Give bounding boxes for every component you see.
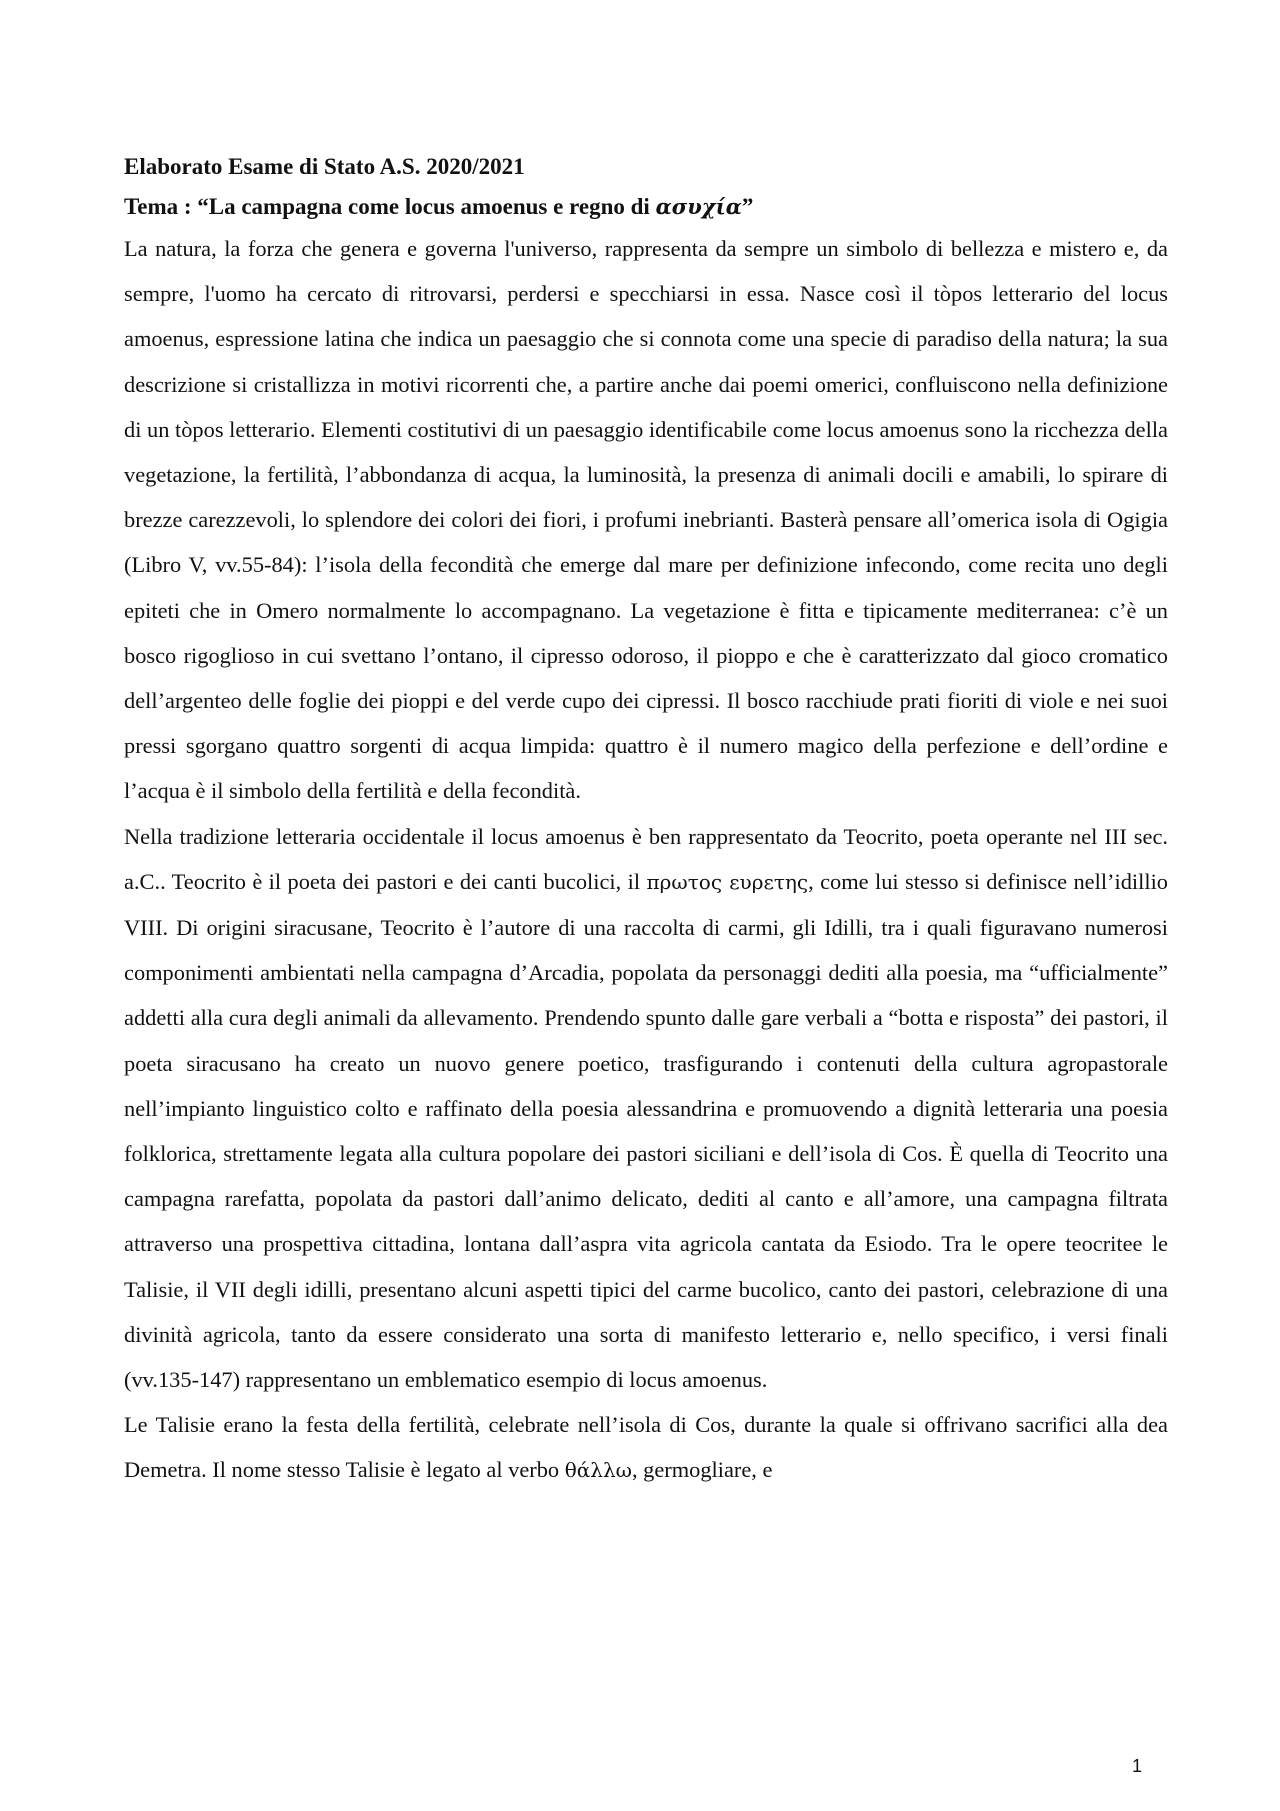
paragraph-teocrito [124, 814, 1168, 1403]
document-body [124, 150, 1168, 1494]
theme-greek-word: ασυχία [655, 194, 742, 219]
page-number: 1 [1132, 1756, 1143, 1776]
paragraph-locus-amoenus: La natura, la forza che genera e governa l'universo, rappresenta da sempre un simbolo di bellezza e mistero e, da sempre, l'uomo ha cercato di ritrovarsi, perdersi e specchiarsi in essa. Nasce così il tòpos letterario del locus amoenus, espressione latina che indica un paesaggio che si connota come una specie di paradiso della natura; la sua descrizione si cristallizza in motivi ricorrenti che, a partire anche dai poemi omerici, confluiscono nella definizione di un tòpos letterario. Elementi costitutivi di un paesaggio identificabile come locus amoenus sono la ricchezza della vegetazione, la fertilità, l’abbondanza di acqua, la luminosità, la presenza di animali docili e amabili, lo spirare di brezze carezzevoli, lo splendore dei colori dei fiori, i profumi inebrianti. Basterà pensare all’omerica isola di Ogigia (Libro V, vv.55-84): l’isola della fecondità che emerge dal mare per definizione infecondo, come recita uno degli epiteti che in Omero normalmente lo accompagnano. La vegetazione è fitta e tipicamente mediterranea: c’è un bosco rigoglioso in cui svettano l’ontano, il cipresso odoroso, il pioppo e che è caratterizzato dal gioco cromatico dell’argenteo delle foglie dei pioppi e del verde cupo dei cipressi. Il bosco racchiude prati fioriti di viole e nei suoi pressi sgorgano quattro sorgenti di acqua limpida: quattro è il numero magico della perfezione e dell’ordine e l’acqua è il simbolo della fertilità e della fecondità. [124, 236, 1168, 804]
paragraph-teocrito-text-before: Nella tradizione letteraria occidentale il locus amoenus è ben rappresentato da Teocrito, poeta operante nel III sec. a.C.. Teocrito è il poeta dei pastori e dei canti bucolici, il [124, 823, 1168, 894]
greek-thallo: θάλλω [564, 1458, 632, 1483]
paragraph-talisie-text-after: , germogliare, e [631, 1457, 773, 1483]
theme-prefix: Tema : “La campagna come locus amoenus e regno di [124, 194, 656, 219]
theme-suffix: ” [741, 194, 754, 219]
greek-protos-euretes: πρωτος ευρετης [646, 869, 809, 894]
paragraph-talisie [124, 1402, 1168, 1493]
paragraph-talisie-text-before: Le Talisie erano la festa della fertilità, celebrate nell’isola di Cos, durante la quale si offrivano sacrifici alla dea Demetra. Il nome stesso Talisie è legato al verbo [124, 1412, 1168, 1483]
document-title: Elaborato Esame di Stato A.S. 2020/2021 [124, 154, 525, 179]
document-theme [124, 190, 1168, 224]
paragraph-teocrito-text-after: , come lui stesso si definisce nell’idillio VIII. Di origini siracusane, Teocrito è l’autore di una raccolta di carmi, gli Idilli, tra i quali figuravano numerosi componimenti ambientati nella campagna d’Arcadia, popolata da personaggi dediti alla poesia, ma “ufficialmente” addetti alla cura degli animali da allevamento. Prendendo spunto dalle gare verbali a “botta e risposta” dei pastori, il poeta siracusano ha creato un nuovo genere poetico, trasfigurando i contenuti della cultura agropastorale nell’impianto linguistico colto e raffinato della poesia alessandrina e promuovendo a dignità letteraria una poesia folklorica, strettamente legata alla cultura popolare dei pastori siciliani e dell’isola di Cos. È quella di Teocrito una campagna rarefatta, popolata da pastori dall’animo delicato, dediti al canto e all’amore, una campagna filtrata attraverso una prospettiva cittadina, lontana dall’aspra vita agricola cantata da Esiodo. Tra le opere teocritee le Talisie, il VII degli idilli, presentano alcuni aspetti tipici del carme bucolico, canto dei pastori, celebrazione di una divinità agricola, tanto da essere considerato una sorta di manifesto letterario e, nello specifico, i versi finali (vv.135-147) rappresentano un emblematico esempio di locus amoenus. [124, 868, 1169, 1393]
